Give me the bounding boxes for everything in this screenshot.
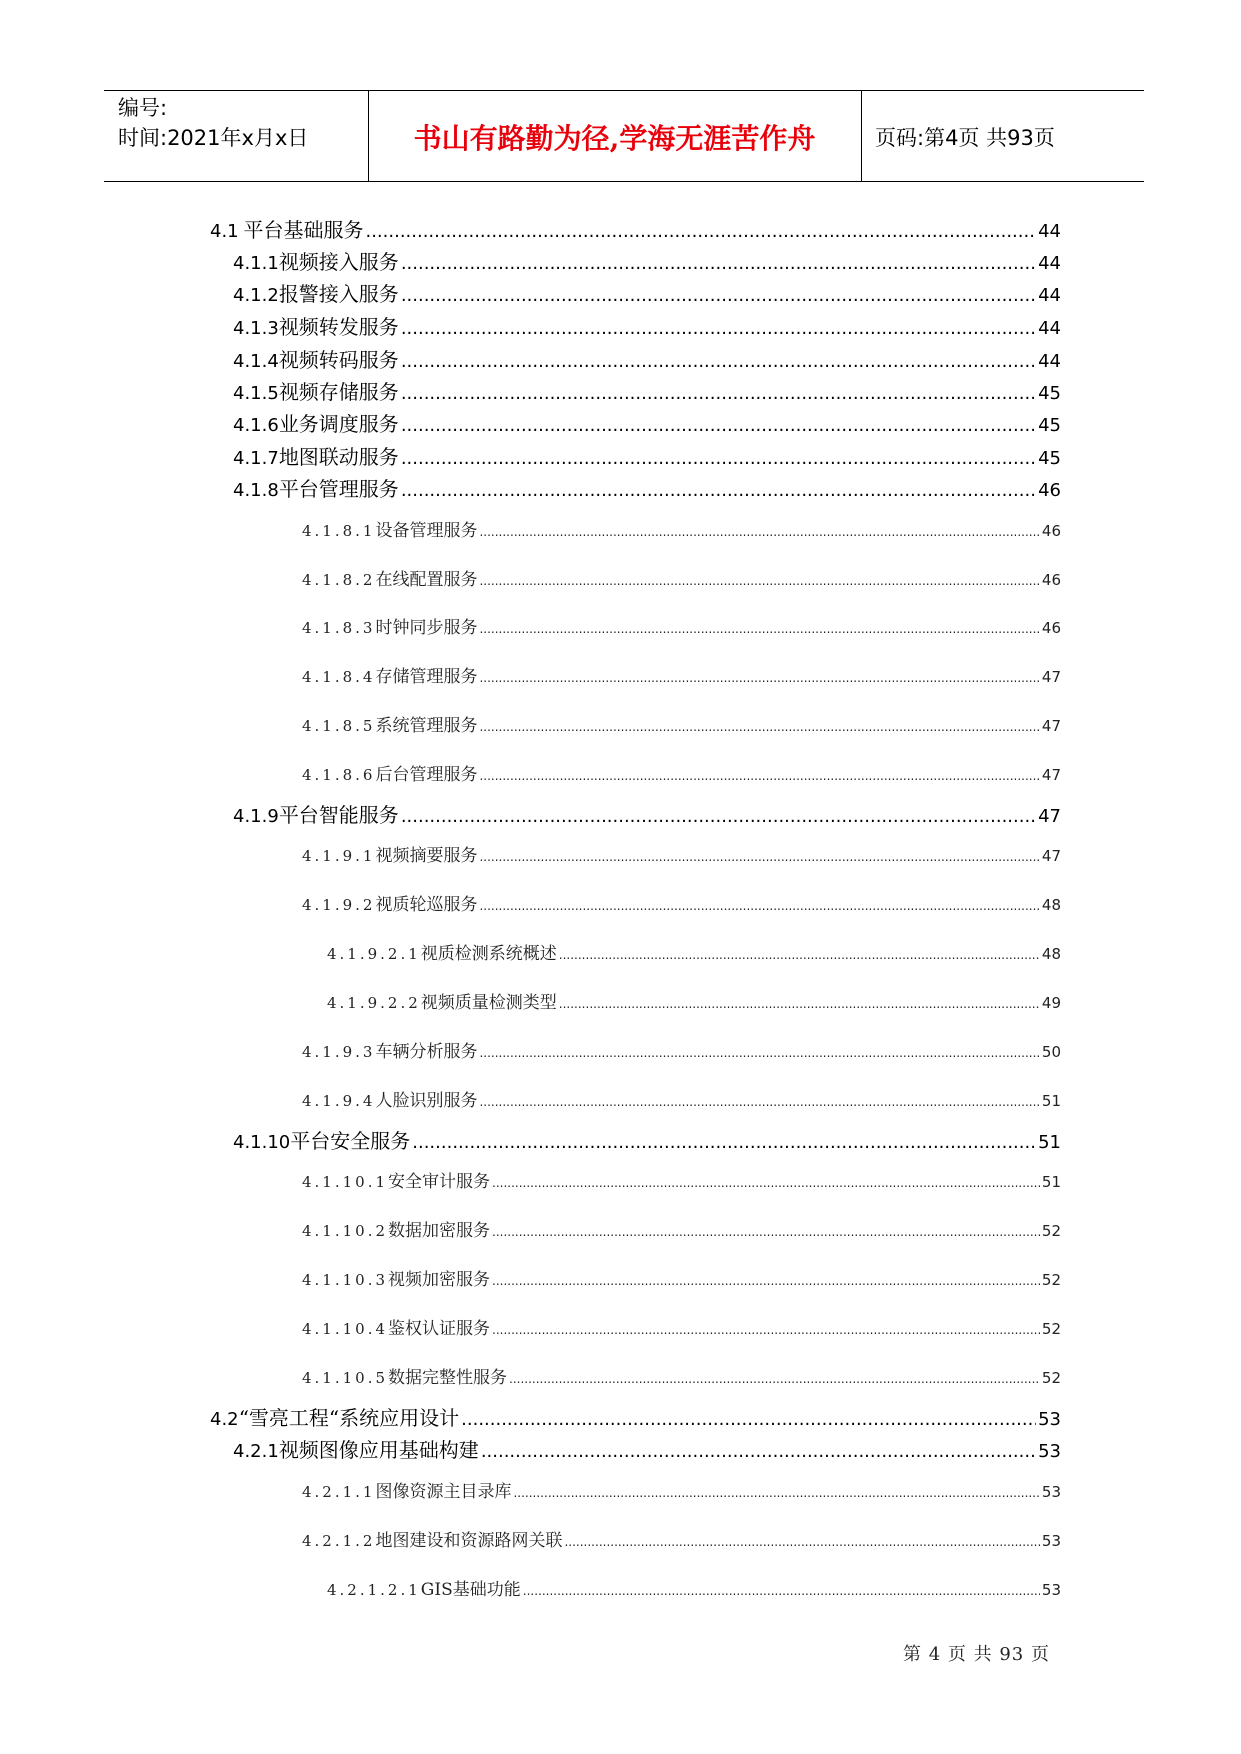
- toc-page: 44: [1038, 221, 1061, 242]
- toc-title: 视频转码服务: [278, 348, 399, 372]
- toc-entry[interactable]: [233, 246, 1061, 275]
- toc-entry[interactable]: [210, 1402, 1061, 1431]
- toc-entry[interactable]: [233, 1434, 1061, 1463]
- toc-title: 车辆分析服务: [375, 1042, 478, 1062]
- page-footer: 第 4 页 共 93 页: [903, 1644, 1050, 1665]
- toc-number: 4.1.3: [233, 318, 279, 339]
- toc-leader: [401, 318, 1036, 339]
- toc-page: 45: [1038, 448, 1061, 469]
- toc-page: 48: [1041, 945, 1061, 963]
- toc-leader: [492, 1225, 1040, 1239]
- toc-entry[interactable]: [302, 1086, 1061, 1111]
- toc-page: 45: [1038, 383, 1061, 404]
- toc-entry[interactable]: [302, 516, 1061, 541]
- toc-leader: [479, 720, 1039, 734]
- toc-title: 数据完整性服务: [388, 1368, 508, 1388]
- toc-number: 4.1.5: [233, 383, 279, 404]
- toc-leader: [461, 1409, 1036, 1430]
- toc-title: 数据加密服务: [388, 1221, 491, 1241]
- toc-number: 4.1.10.1: [302, 1173, 389, 1191]
- toc-entry[interactable]: [302, 890, 1061, 915]
- toc-title: 报警接入服务: [278, 282, 399, 306]
- toc-title: 平台智能服务: [278, 803, 399, 827]
- toc-page: 47: [1041, 668, 1061, 686]
- toc-title: 图像资源主目录库: [375, 1482, 512, 1502]
- toc-number: 4.1.9: [233, 806, 279, 827]
- toc-entry[interactable]: [302, 1265, 1061, 1290]
- toc-title: 平台基础服务: [243, 218, 364, 242]
- toc-page: 46: [1041, 571, 1061, 589]
- toc-number: 4.1.8.3: [302, 619, 376, 637]
- toc-page: 52: [1041, 1222, 1061, 1240]
- toc-title: 存储管理服务: [375, 667, 478, 687]
- toc-page: 47: [1041, 766, 1061, 784]
- toc-number: 4.1.9.2.1: [327, 945, 421, 963]
- toc-entry[interactable]: [302, 1167, 1061, 1192]
- toc-number: 4.2.1.2.1: [327, 1581, 421, 1599]
- toc-leader: [401, 383, 1036, 404]
- toc-title: 后台管理服务: [375, 765, 478, 785]
- toc-title: 时钟同步服务: [375, 618, 478, 638]
- toc-number: 4.1.6: [233, 415, 279, 436]
- toc-number: 4.2.1: [233, 1441, 279, 1462]
- toc-leader: [365, 221, 1036, 242]
- toc-title: 视频转发服务: [278, 315, 399, 339]
- toc-number: 4.1.9.4: [302, 1092, 376, 1110]
- toc-entry[interactable]: [210, 214, 1061, 243]
- toc-title: GIS基础功能: [420, 1580, 521, 1600]
- toc-leader: [401, 351, 1036, 372]
- header-motto: 书山有路勤为径,学海无涯苦作舟: [413, 122, 816, 155]
- toc-entry[interactable]: [302, 1314, 1061, 1339]
- toc-leader: [492, 1274, 1040, 1288]
- toc-entry[interactable]: [302, 841, 1061, 866]
- toc-leader: [513, 1486, 1039, 1500]
- toc-title: 人脸识别服务: [375, 1091, 478, 1111]
- toc-leader: [523, 1584, 1040, 1598]
- toc-page: 44: [1038, 285, 1061, 306]
- toc-leader: [559, 948, 1040, 962]
- toc-title: 安全审计服务: [388, 1172, 491, 1192]
- toc-number: 4.1.7: [233, 448, 279, 469]
- toc-number: 4.1.8.6: [302, 766, 376, 784]
- toc-page: 51: [1041, 1173, 1061, 1191]
- toc-leader: [479, 769, 1039, 783]
- toc-number: 4.1.10.3: [302, 1271, 389, 1289]
- toc-entry[interactable]: [302, 711, 1061, 736]
- toc-page: 53: [1038, 1441, 1061, 1462]
- toc-number: 4.1.9.2.2: [327, 994, 421, 1012]
- toc-title: 地图联动服务: [278, 445, 399, 469]
- toc-entry[interactable]: [302, 1037, 1061, 1062]
- toc-page: 51: [1041, 1092, 1061, 1110]
- toc-number: 4.1.10.5: [302, 1369, 389, 1387]
- toc-number: 4.1.10.2: [302, 1222, 389, 1240]
- number-label: 编号:: [118, 96, 168, 120]
- toc-leader: [509, 1372, 1040, 1386]
- toc-leader: [401, 415, 1036, 436]
- toc-title: 视频存储服务: [278, 380, 399, 404]
- toc-page: 50: [1041, 1043, 1061, 1061]
- toc-leader: [401, 285, 1036, 306]
- toc-title: 视频摘要服务: [375, 846, 478, 866]
- toc-page: 53: [1041, 1581, 1061, 1599]
- toc-leader: [559, 997, 1040, 1011]
- toc-entry[interactable]: [233, 376, 1061, 405]
- toc-number: 4.1.10.4: [302, 1320, 389, 1338]
- toc-number: 4.2.1.1: [302, 1483, 376, 1501]
- toc-entry[interactable]: [233, 344, 1061, 373]
- toc-number: 4.1.9.3: [302, 1043, 376, 1061]
- toc-title: 在线配置服务: [375, 570, 478, 590]
- toc-number: 4.1.8: [233, 480, 279, 501]
- toc-page: 45: [1038, 415, 1061, 436]
- toc-leader: [479, 850, 1039, 864]
- toc-page: 53: [1038, 1409, 1061, 1430]
- toc-entry[interactable]: [327, 1575, 1061, 1600]
- toc-leader: [479, 899, 1039, 913]
- toc-title: 设备管理服务: [375, 521, 478, 541]
- toc-number: 4.1.2: [233, 285, 279, 306]
- toc-page: 53: [1041, 1483, 1061, 1501]
- header-page-info: 页码:第4页 共93页: [875, 126, 1055, 150]
- toc-leader: [412, 1132, 1036, 1153]
- toc-page: 47: [1038, 806, 1061, 827]
- toc-entry[interactable]: [233, 473, 1061, 502]
- toc-leader: [564, 1535, 1039, 1549]
- toc-page: 52: [1041, 1271, 1061, 1289]
- toc-title: 视频质量检测类型: [420, 993, 557, 1013]
- time-label: 时间:2021年x月x日: [118, 126, 309, 150]
- toc-page: 52: [1041, 1369, 1061, 1387]
- toc-title: “雪亮工程“系统应用设计: [238, 1406, 460, 1430]
- toc-number: 4.1: [210, 221, 239, 242]
- toc-page: 44: [1038, 253, 1061, 274]
- toc-leader: [479, 574, 1039, 588]
- toc-entry[interactable]: [302, 662, 1061, 687]
- toc-leader: [479, 622, 1039, 636]
- toc-entry[interactable]: [302, 1216, 1061, 1241]
- toc-number: 4.1.8.1: [302, 522, 376, 540]
- toc-entry[interactable]: [233, 799, 1061, 828]
- toc-leader: [492, 1176, 1040, 1190]
- toc-page: 44: [1038, 318, 1061, 339]
- toc-title: 视质轮巡服务: [375, 895, 478, 915]
- toc-entry[interactable]: [327, 988, 1061, 1013]
- toc-leader: [479, 1095, 1039, 1109]
- toc-page: 46: [1041, 522, 1061, 540]
- toc-page: 51: [1038, 1132, 1061, 1153]
- toc-title: 系统管理服务: [375, 716, 478, 736]
- toc-entry[interactable]: [233, 311, 1061, 340]
- toc-number: 4.1.1: [233, 253, 279, 274]
- toc-page: 46: [1038, 480, 1061, 501]
- toc-title: 鉴权认证服务: [388, 1319, 491, 1339]
- toc-number: 4.1.9.2: [302, 896, 376, 914]
- toc-number: 4.1.8.2: [302, 571, 376, 589]
- toc-number: 4.1.9.1: [302, 847, 376, 865]
- toc-title: 平台管理服务: [278, 477, 399, 501]
- toc-leader: [401, 806, 1036, 827]
- toc-title: 视频图像应用基础构建: [278, 1438, 479, 1462]
- toc-entry[interactable]: [233, 1125, 1061, 1154]
- toc-page: 53: [1041, 1532, 1061, 1550]
- toc-leader: [401, 253, 1036, 274]
- toc-leader: [401, 480, 1036, 501]
- toc-page: 52: [1041, 1320, 1061, 1338]
- toc-page: 49: [1041, 994, 1061, 1012]
- toc-title: 平台安全服务: [290, 1129, 411, 1153]
- toc-leader: [481, 1441, 1036, 1462]
- toc-title: 业务调度服务: [278, 412, 399, 436]
- toc-page: 48: [1041, 896, 1061, 914]
- toc-leader: [479, 671, 1039, 685]
- toc-entry[interactable]: [327, 939, 1061, 964]
- toc-number: 4.1.4: [233, 351, 279, 372]
- toc-entry[interactable]: [302, 1526, 1061, 1551]
- toc-number: 4.2: [210, 1409, 239, 1430]
- toc-entry[interactable]: [233, 408, 1061, 437]
- toc-title: 视频接入服务: [278, 250, 399, 274]
- toc-leader: [401, 448, 1036, 469]
- toc-entry[interactable]: [233, 278, 1061, 307]
- toc-leader: [479, 525, 1039, 539]
- toc-page: 46: [1041, 619, 1061, 637]
- toc-number: 4.1.10: [233, 1132, 291, 1153]
- toc-title: 视频加密服务: [388, 1270, 491, 1290]
- toc-entry[interactable]: [302, 565, 1061, 590]
- toc-title: 视质检测系统概述: [420, 944, 557, 964]
- toc-entry[interactable]: [302, 1477, 1061, 1502]
- toc-leader: [492, 1323, 1040, 1337]
- toc-number: 4.2.1.2: [302, 1532, 376, 1550]
- toc-title: 地图建设和资源路网关联: [375, 1531, 563, 1551]
- toc-page: 44: [1038, 351, 1061, 372]
- toc-entry[interactable]: [302, 760, 1061, 785]
- toc-entry[interactable]: [302, 1363, 1061, 1388]
- toc-number: 4.1.8.5: [302, 717, 376, 735]
- toc-page: 47: [1041, 717, 1061, 735]
- toc-page: 47: [1041, 847, 1061, 865]
- toc-entry[interactable]: [302, 613, 1061, 638]
- toc-leader: [479, 1046, 1039, 1060]
- toc-number: 4.1.8.4: [302, 668, 376, 686]
- toc-entry[interactable]: [233, 441, 1061, 470]
